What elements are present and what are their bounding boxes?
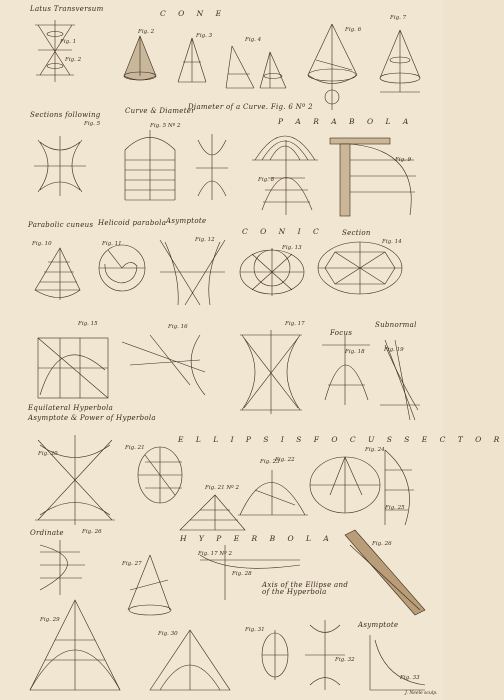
heading-asymptote-2: Asymptote [358,621,399,629]
engraver-credit: J. Neele sculp. [405,691,438,696]
heading-curve-diameter: Curve & Diameter [125,107,195,115]
asymptote-fig-12 [160,237,225,305]
fig-label-16: Fig. 16 [168,324,188,330]
fig-label-5-2: Fig. 5 Nº 2 [150,123,181,129]
fig-label-5: Fig. 5 [84,121,101,127]
fig-label-12: Fig. 12 [195,237,215,243]
fig-label-17: Fig. 17 [285,321,305,327]
fig-label-28: Fig. 28 [232,571,252,577]
diameter-of-curve-fig-6-2 [196,134,228,200]
fig-label-8: Fig. 8 [258,177,275,183]
parabola-fig-8 [252,136,318,215]
focus-fig-22 [238,470,308,515]
fig-label-2: Fig. 2 [65,57,82,63]
cone-fig-7 [380,30,420,92]
fig-label-11: Fig. 11 [102,241,122,247]
fig-label-24: Fig. 24 [365,447,385,453]
fig-label-2b: Fig. 2 [138,29,155,35]
latus-transversum-figure [35,20,75,82]
axis-ellipse-fig-31 [262,630,288,680]
heading-sections: Sections following [30,111,101,119]
sector-fig-23 [310,457,380,513]
focus-fig-18 [322,335,370,405]
heading-ordinate: Ordinate [30,529,64,537]
ordinate-fig-26 [40,540,85,595]
fig-label-27: Fig. 27 [122,561,142,567]
parabola-fig-9 [330,138,416,216]
cone-fig-4 [226,46,286,88]
fig-label-25: Fig. 25 [385,505,405,511]
fig-label-21: Fig. 21 [125,445,145,451]
heading-asymptote-power: Asymptote & Power of Hyperbola [28,414,156,422]
hyperbola-fig-30 [150,630,230,690]
parabolic-cuneus-fig-10 [35,248,80,300]
heading-axis-ellipse: Axis of the Ellipse and of the Hyperbola [262,581,349,596]
tangent-fig-16 [122,335,205,395]
heading-section: Section [342,229,371,237]
fig-label-30: Fig. 30 [158,631,178,637]
fig-label-26: Fig. 26 [82,529,102,535]
fig-label-7: Fig. 7 [390,15,407,21]
sector-fig-24-25 [385,450,414,525]
fig-label-29: Fig. 29 [40,617,60,623]
fig-label-18: Fig. 18 [345,349,365,355]
fig-label-21-2: Fig. 21 Nº 2 [205,485,239,491]
conic-section-fig-14 [318,239,402,294]
heading-subnormal: Subnormal [375,321,417,329]
ellipsis-fig-21-2 [180,495,245,530]
heading-parabola: P A R A B O L A [278,117,414,126]
fig-label-4: Fig. 4 [245,37,262,43]
fig-label-31: Fig. 31 [245,627,265,633]
hyperbola-fig-17 [240,330,302,414]
helicoid-parabola-fig-11 [99,245,145,291]
cone-fig-2 [124,36,156,80]
conic-section-fig-13 [240,245,304,296]
heading-hyperbola: H Y P E R B O L A [180,534,334,543]
fig-label-33: Fig. 33 [400,675,420,681]
heading-parabolic-cuneus: Parabolic cuneus [28,221,94,229]
sections-following-fig-5 [34,136,86,196]
heading-cone: C O N E [160,9,227,18]
heading-latus-transversum: Latus Transversum [30,5,104,13]
cone-fig-3 [178,38,206,82]
fig-label-19: Fig. 19 [384,347,404,353]
fig-label-22: Fig. 22 [275,457,295,463]
heading-asymptote: Asymptote [166,217,207,225]
square-construction-fig-15 [38,338,108,398]
fig-label-3: Fig. 3 [196,33,213,39]
heading-diameter-curve: Diameter of a Curve. Fig. 6 Nº 2 [188,103,313,111]
fig-label-32: Fig. 32 [335,657,355,663]
equilateral-hyperbola-fig-20 [35,435,115,525]
heading-conic: C O N I C [242,227,324,236]
fig-label-15: Fig. 15 [78,321,98,327]
fig-label-14: Fig. 14 [382,239,402,245]
fig-label-1: Fig. 1 [60,39,77,45]
fig-label-9: Fig. 9 [395,157,412,163]
heading-focus: Focus [330,329,353,337]
fig-label-13: Fig. 13 [282,245,302,251]
axis-hyperbola-fig-32 [305,620,345,690]
curve-diameter-fig-5-2 [125,130,175,200]
fig-label-6: Fig. 6 [345,27,362,33]
asymptote-fig-33 [370,635,425,690]
fig-label-23: Fig. 23 [260,459,280,465]
fig-label-10: Fig. 10 [32,241,52,247]
ellipsis-fig-21 [138,447,182,503]
fig-label-17-2: Fig. 17 Nº 2 [198,551,232,557]
heading-eq-hyperbola: Equilateral Hyperbola [28,404,114,412]
heading-ellipsis-focus-sector: E L L I P S I S F O C U S S E C T O R [178,435,504,444]
cone-fig-6 [308,24,357,110]
fig-label-26b: Fig. 26 [372,541,392,547]
heading-helicoid: Helicoid parabola [98,219,167,227]
fig-label-20: Fig. 20 [38,451,58,457]
parabola-fig-29 [30,600,120,690]
